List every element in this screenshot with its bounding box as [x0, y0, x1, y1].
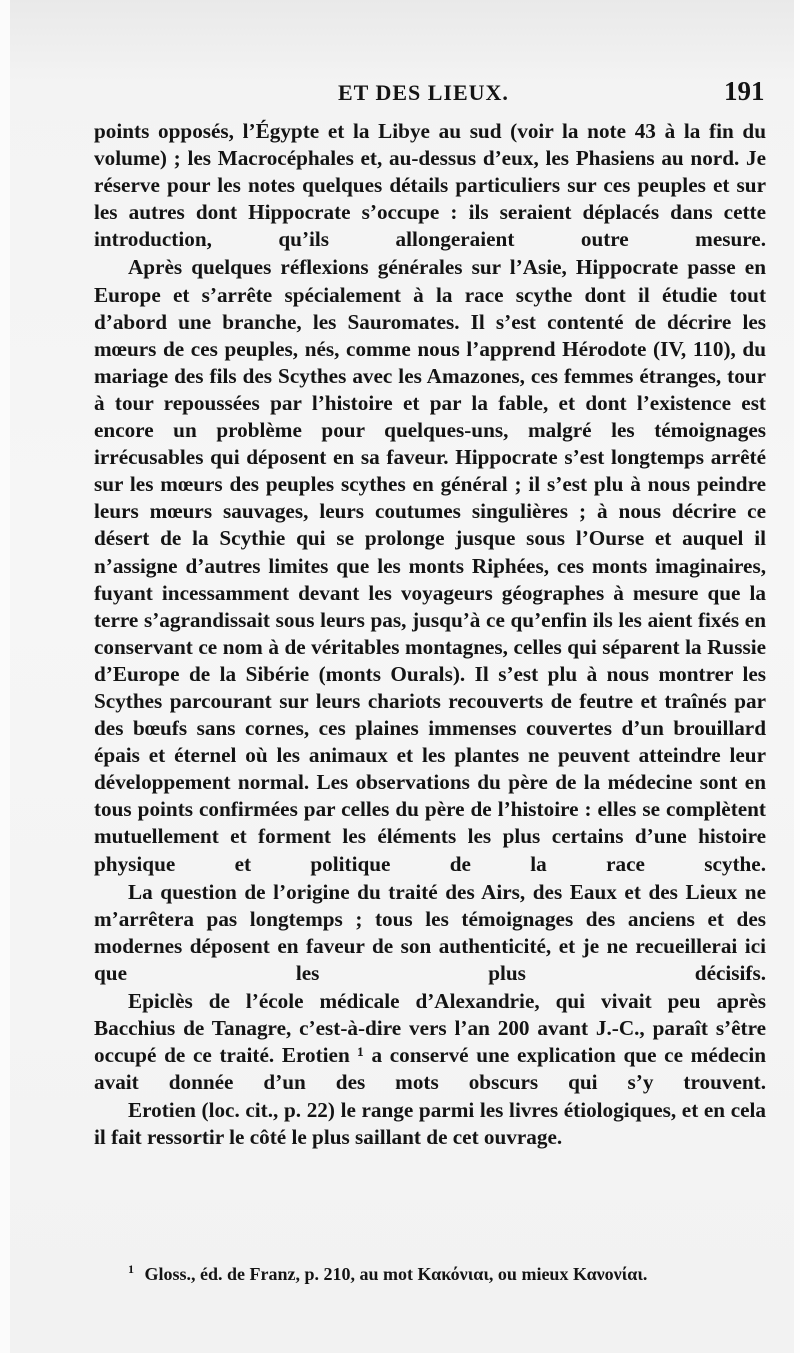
- footnote-mark: 1: [128, 1262, 134, 1276]
- paragraph-epicles: Epiclès de l’école médicale d’Alexandrie, qui vivait peu après Bacchius de Tanagre, c’est-à-dire vers l’an 200 avant J.-C., paraît s’être occupé de ce traité. Erotien ¹ a conservé une explication que ce médecin avait donnée d’un des mots obscurs qui s’y trouvent.: [94, 989, 766, 1095]
- paragraph-scythians: Après quelques réflexions générales sur l’Asie, Hippocrate passe en Europe et s’arrête spécialement à la race scythe dont il étudie tout d’abord une branche, les Sauromates. Il s’est contenté de décrire les mœurs de ces peuples, nés, comme nous l’apprend Hérodote (IV, 110), du mariage des fils des Scythes avec les Amazones, ces femmes étranges, tour à tour repoussées par l’histoire et par la fable, et dont l’existence est encore un problème pour quelques-uns, malgré les témoignages irrécusables qui déposent en sa faveur. Hippocrate s’est longtemps arrêté sur les mœurs des peuples scythes en général ; il s’est plu à nous peindre leurs mœurs sauvages, leurs coutumes singulières ; à nous décrire ce désert de la Scythie qui se prolonge jusque sous l’Ourse et auquel il n’assigne d’autres limites que les monts Riphées, ces monts imaginaires, fuyant incessamment devant les voyageurs géographes à mesure que la terre s’agrandissait sous leurs pas, jusqu’à ce qu’enfin ils les aient fixés en conservant ce nom à de véritables montagnes, celles qui séparent la Russie d’Europe de la Sibérie (monts Ourals). Il s’est plu à nous montrer les Scythes parcourant sur leurs chariots recouverts de feutre et traînés par des bœufs sans cornes, ces plaines immenses couvertes d’un brouillard épais et éternel où les animaux et les plantes ne peuvent atteindre leur développement normal. Les observations du père de la médecine sont en tous points confirmées par celles du père de l’histoire : elles se complètent mutuellement et forment les éléments les plus certains d’une histoire physique et politique de la race scythe.: [94, 255, 766, 876]
- page-number: 191: [724, 76, 765, 106]
- footnote: [128, 1262, 768, 1285]
- paragraph-continuation: points opposés, l’Égypte et la Libye au sud (voir la note 43 à la fin du volume) ; les Macrocéphales et, au-dessus d’eux, les Phasiens au nord. Je réserve pour les notes quelques détails particuliers sur ces peuples et sur les autres dont Hippocrate s’occupe : ils seraient déplacés dans cette introduction, qu’ils allongeraient outre mesure.: [94, 119, 766, 252]
- paragraph-erotien: Erotien (loc. cit., p. 22) le range parmi les livres étiologiques, et en cela il fait ressortir le côté le plus saillant de cet ouvrage.: [94, 1098, 766, 1150]
- running-head: ET DES LIEUX.: [338, 80, 509, 105]
- body-text: [94, 118, 766, 1152]
- paragraph-origin-question: La question de l’origine du traité des Airs, des Eaux et des Lieux ne m’arrêtera pas longtemps ; tous les témoignages des anciens et des modernes déposent en faveur de son authenticité, et je ne recueillerai ici que les plus décisifs.: [94, 879, 766, 985]
- footnote-text: Gloss., éd. de Franz, p. 210, au mot Κακόνιαι, ou mieux Κανονίαι.: [144, 1264, 648, 1284]
- page-header: [10, 76, 794, 110]
